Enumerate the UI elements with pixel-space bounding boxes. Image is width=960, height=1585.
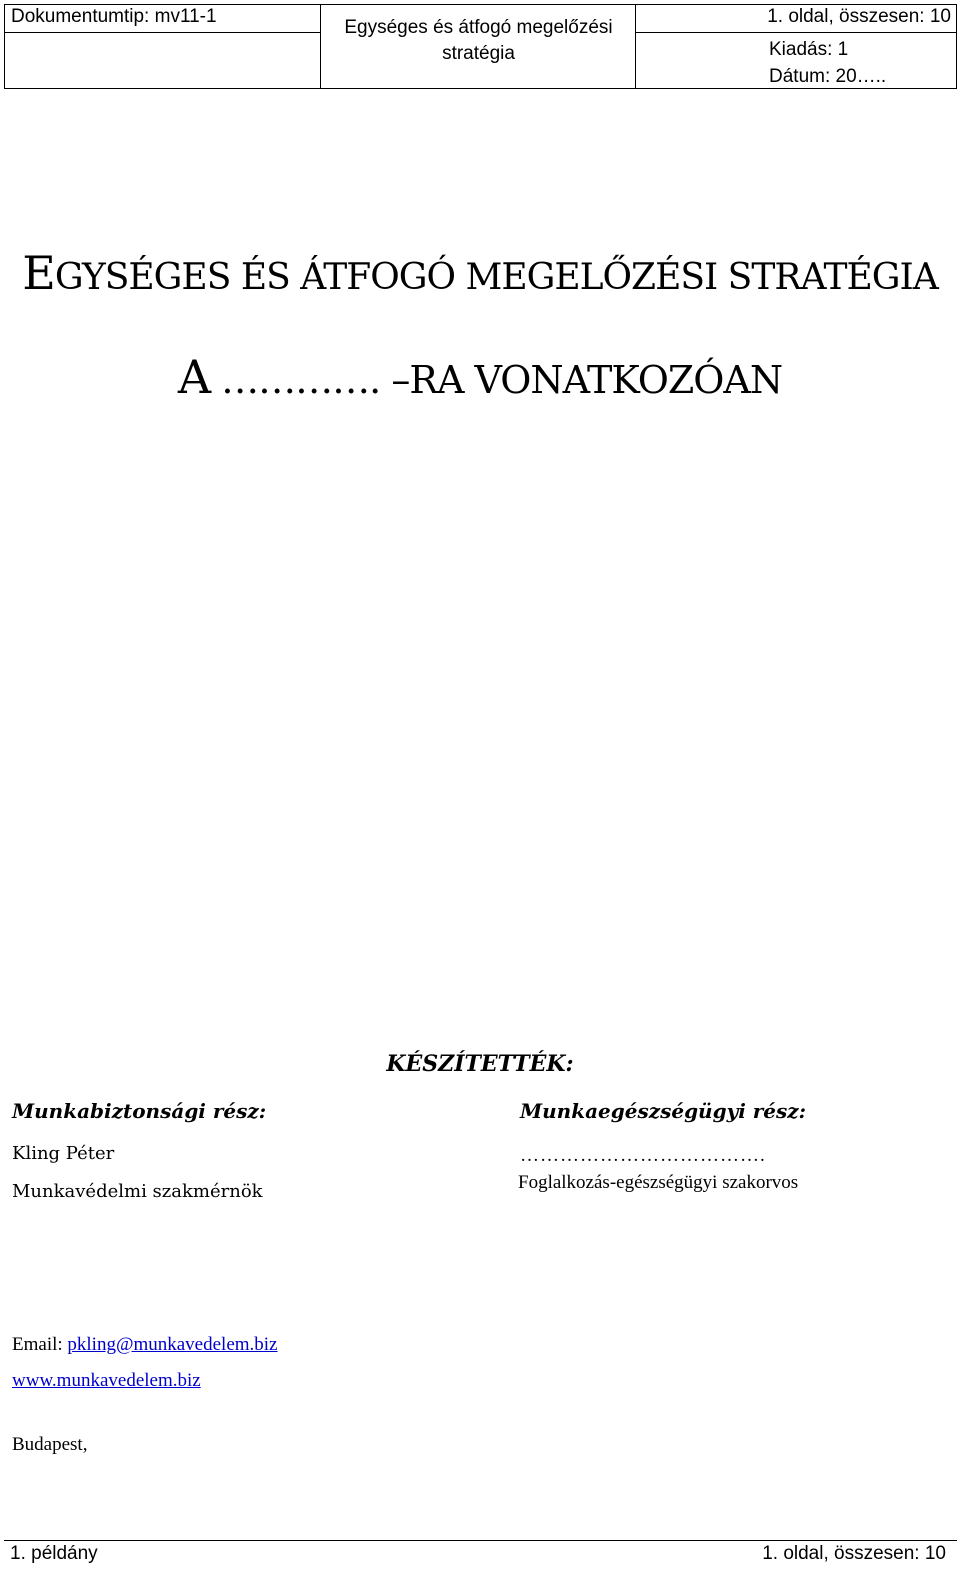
city: Budapest, — [12, 1434, 88, 1455]
subtitle-initial: A — [177, 350, 211, 404]
header-title-line2: stratégia — [442, 43, 515, 64]
footer-rule — [4, 1540, 957, 1541]
website-link[interactable]: www.munkavedelem.biz — [12, 1370, 201, 1391]
email-link[interactable]: pkling@munkavedelem.biz — [67, 1334, 278, 1355]
footer-copy: 1. példány — [10, 1543, 98, 1564]
header-title-line1: Egységes és átfogó megelőzési — [344, 17, 613, 38]
health-section-heading: Munkaegészségügyi rész: — [520, 1099, 807, 1123]
email-label: Email: — [12, 1334, 68, 1355]
health-author-name: ………………………………. — [520, 1145, 766, 1166]
header-rule-right — [635, 32, 957, 33]
subtitle — [0, 352, 960, 405]
safety-author-name: Kling Péter — [12, 1143, 115, 1164]
email-line — [12, 1334, 278, 1356]
header-title — [321, 17, 636, 65]
authors-heading: KÉSZÍTETTÉK: — [386, 1051, 574, 1077]
doc-type: Dokumentumtip: mv11-1 — [11, 6, 217, 27]
footer-page-info: 1. oldal, összesen: 10 — [762, 1543, 946, 1564]
main-title — [0, 248, 960, 303]
document-header — [4, 4, 957, 89]
header-page-info: 1. oldal, összesen: 10 — [767, 6, 951, 27]
subtitle-rest: …………. –RA VONATKOZÓAN — [210, 358, 783, 402]
website-line — [12, 1370, 201, 1392]
main-title-rest: GYSÉGES ÉS ÁTFOGÓ MEGELŐZÉSI STRATÉGIA — [54, 257, 938, 298]
issue-date: Dátum: 20….. — [769, 66, 887, 87]
safety-section-heading: Munkabiztonsági rész: — [12, 1099, 267, 1123]
main-title-initial: E — [22, 246, 55, 300]
header-rule-left — [5, 32, 320, 33]
issue-number: Kiadás: 1 — [769, 39, 849, 60]
safety-author-role: Munkavédelmi szakmérnök — [12, 1181, 263, 1202]
health-author-role: Foglalkozás-egészségügyi szakorvos — [518, 1172, 799, 1193]
